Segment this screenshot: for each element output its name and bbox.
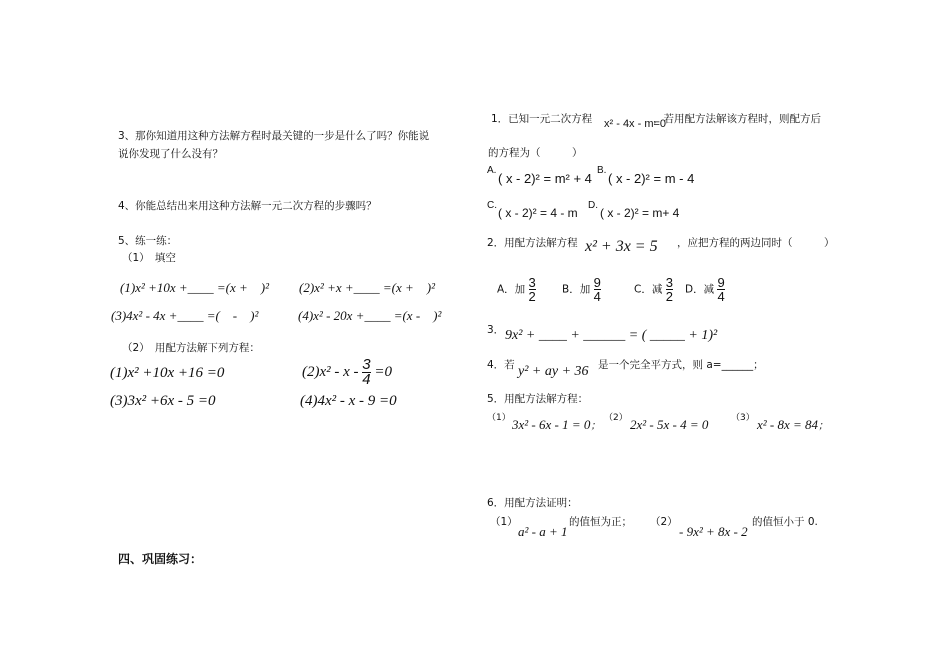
question-5: 5、练一练： xyxy=(118,235,178,247)
r-question-1-text: 1．已知一元二次方程 xyxy=(491,113,593,125)
r-question-4-text: 是一个完全平方式，则 a=______； xyxy=(598,359,764,371)
option-a: ( x - 2)² = m² + 4 xyxy=(498,171,592,186)
r-question-4-label: 4．若 xyxy=(487,359,515,371)
option-a-label: A. xyxy=(487,165,497,176)
r-question-1-equation: x² - 4x - m=0 xyxy=(604,118,667,130)
equation-2: (2)x² - x - $\frac{3}{4}$ =0 xyxy=(302,356,393,388)
r-question-5-label: 5．用配方法解方程： xyxy=(487,393,589,405)
q2-option-a: A．加 $\frac{3}{2}$ xyxy=(497,275,536,304)
r-question-1-text2: ，若用配方法解该方程时，则配方后 xyxy=(653,113,821,125)
option-d-label: D. xyxy=(588,200,598,211)
r-q6-1-equation: a² - a + 1 xyxy=(518,524,568,539)
question-5-1-label: （1） 填空 xyxy=(122,252,176,264)
fill-blank-4: (4)x² - 20x +____ =(x - )² xyxy=(298,308,442,323)
q2-option-d: D．减 $\frac{9}{4}$ xyxy=(685,275,725,304)
option-c-label: C. xyxy=(487,200,497,211)
question-3-line1: 3、那你知道用这种方法解方程时最关键的一步是什么了吗？你能说 xyxy=(118,130,430,142)
question-3-line2: 说你发现了什么没有？ xyxy=(118,148,223,160)
option-d: ( x - 2)² = m+ 4 xyxy=(600,206,680,220)
r-question-6-label: 6．用配方法证明： xyxy=(487,497,578,509)
r-question-2-text: 2．用配方法解方程 xyxy=(487,237,578,249)
fill-blank-1: (1)x² +10x +____ =(x + )² xyxy=(120,280,270,295)
r-q5-1-equation: 3x² - 6x - 1 = 0； xyxy=(512,417,601,432)
fill-blank-2: (2)x² +x +____ =(x + )² xyxy=(299,280,436,295)
r-q5-1-label: （1） xyxy=(487,413,511,423)
option-b-label: B. xyxy=(597,165,607,176)
q2-option-c: C．减 $\frac{3}{2}$ xyxy=(634,275,673,304)
equation-3: (3)3x² +6x - 5 =0 xyxy=(110,393,216,409)
r-q5-3-label: （3） xyxy=(731,413,755,423)
r-q5-2-label: （2） xyxy=(604,413,628,423)
r-question-3-label: 3． xyxy=(487,324,505,336)
r-q6-2-label: （2） xyxy=(650,516,678,528)
r-question-2-text2: ，应把方程的两边同时（ ） xyxy=(677,237,835,249)
question-4: 4、你能总结出来用这种方法解一元二次方程的步骤吗？ xyxy=(118,200,377,212)
r-q6-1-text: 的值恒为正； xyxy=(569,516,632,528)
q2-option-b: B．加 $\frac{9}{4}$ xyxy=(562,275,601,304)
section-4-heading: 四、巩固练习： xyxy=(118,552,203,566)
equation-1: (1)x² +10x +16 =0 xyxy=(110,365,225,381)
r-question-2-equation: x² + 3x = 5 xyxy=(585,238,658,255)
r-question-3-equation: 9x² + ____ + ______ = ( _____ + 1)² xyxy=(505,328,718,343)
fill-blank-3: (3)4x² - 4x +____ =( - )² xyxy=(111,308,259,323)
question-5-2-label: （2） 用配方法解下列方程： xyxy=(122,342,260,354)
r-q6-2-equation: - 9x² + 8x - 2 xyxy=(679,524,748,539)
r-question-4-equation: y² + ay + 36 xyxy=(518,364,589,379)
option-c: ( x - 2)² = 4 - m xyxy=(498,206,578,220)
r-q6-1-label: （1） xyxy=(490,516,518,528)
option-b: ( x - 2)² = m - 4 xyxy=(608,171,695,186)
r-q5-3-equation: x² - 8x = 84； xyxy=(757,417,829,432)
r-q5-2-equation: 2x² - 5x - 4 = 0 xyxy=(630,417,709,432)
equation-4: (4)4x² - x - 9 =0 xyxy=(300,393,397,409)
r-question-1-line2: 的方程为（ ） xyxy=(488,147,583,159)
r-q6-2-text: 的值恒小于 0. xyxy=(752,516,818,528)
